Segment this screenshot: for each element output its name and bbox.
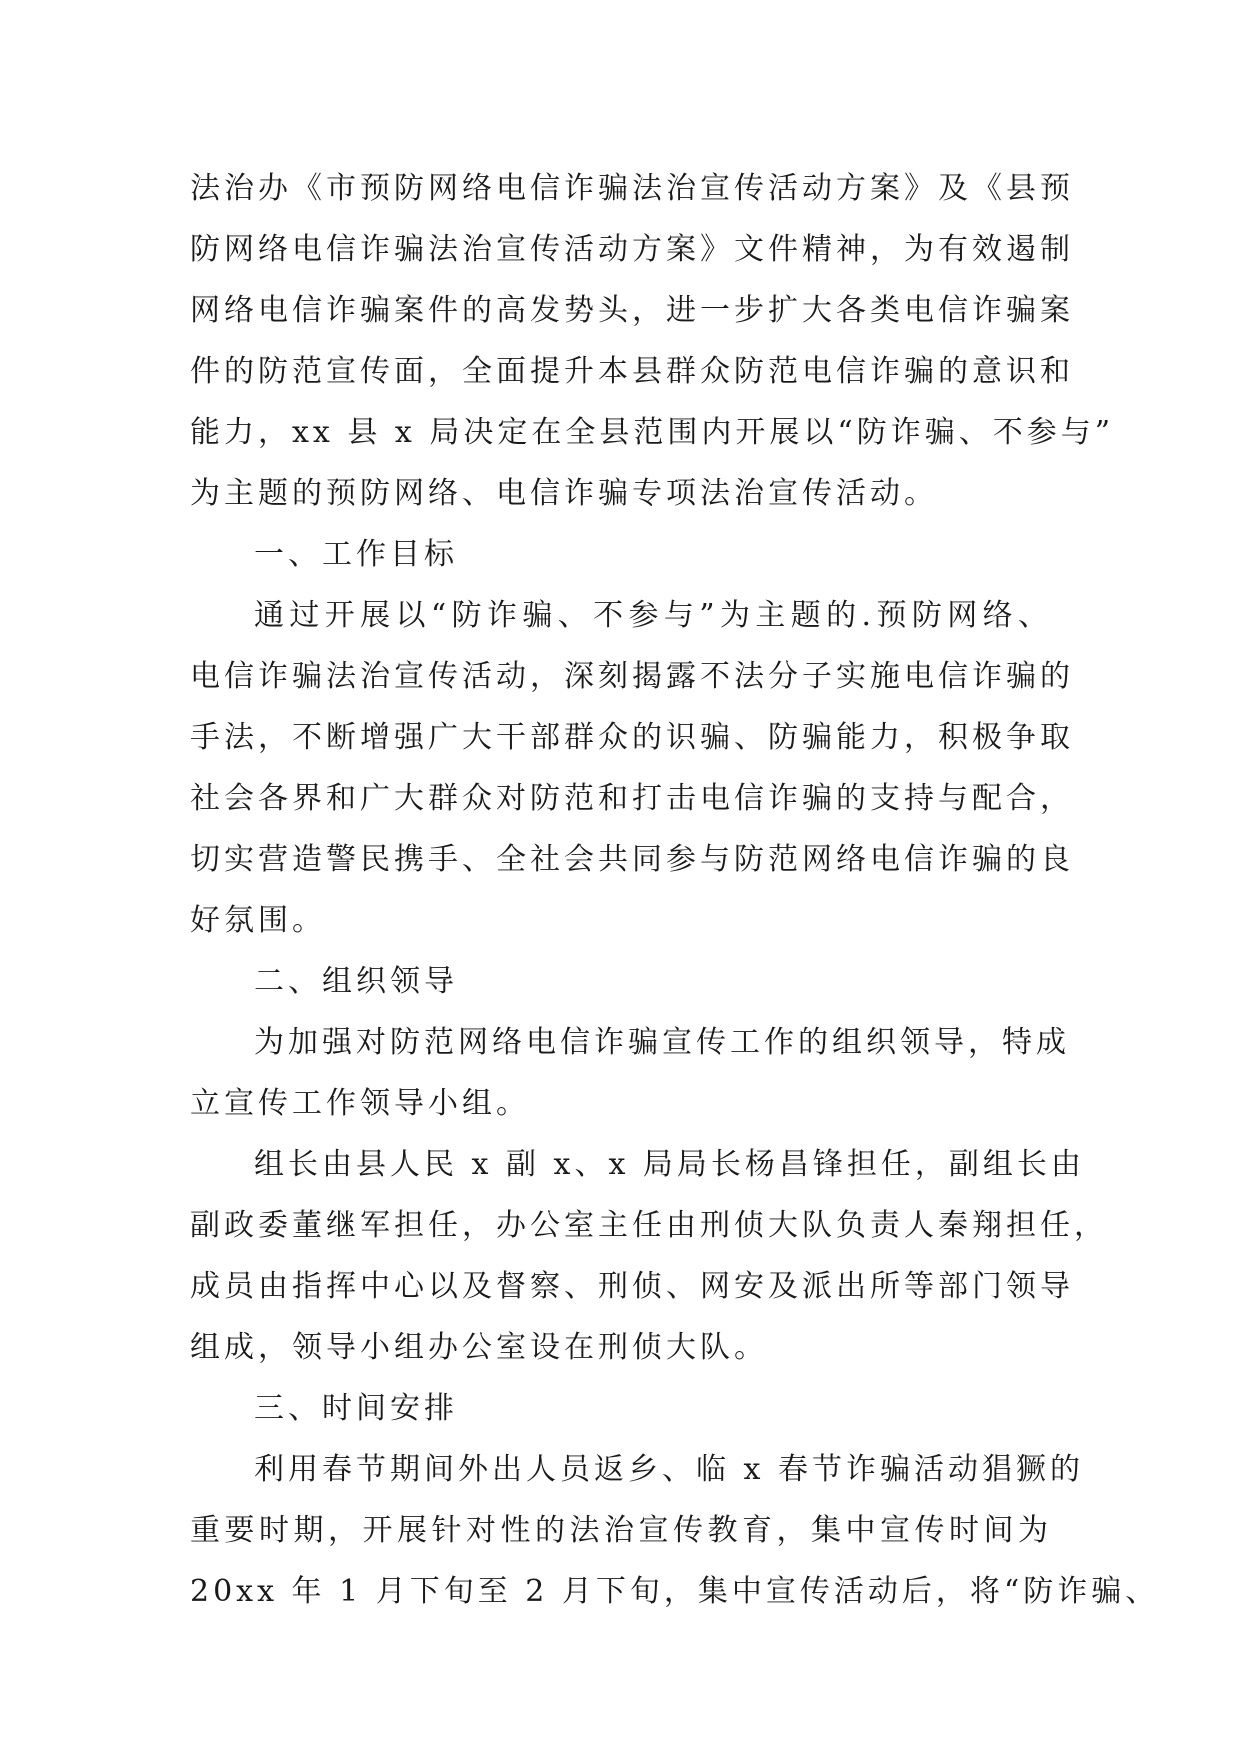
text-line: 能力，xx 县 x 局决定在全县范围内开展以“防诈骗、不参与” (190, 415, 1115, 450)
text-line: 三、时间安排 (254, 1391, 458, 1426)
text-line: 利用春节期间外出人员返乡、临 x 春节诈骗活动猖獗的 (254, 1452, 1084, 1487)
text-line: 为加强对防范网络电信诈骗宣传工作的组织领导，特成 (254, 1025, 1070, 1060)
text-line: 好氛围。 (190, 903, 326, 938)
text-line: 电信诈骗法治宣传活动，深刻揭露不法分子实施电信诈骗的 (190, 659, 1074, 694)
text-line: 副政委董继军担任，办公室主任由刑侦大队负责人秦翔担任， (190, 1208, 1108, 1243)
text-line: 重要时期，开展针对性的法治宣传教育，集中宣传时间为 (190, 1513, 1052, 1548)
text-line: 件的防范宣传面，全面提升本县群众防范电信诈骗的意识和 (190, 354, 1074, 389)
text-line: 通过开展以“防诈骗、不参与”为主题的.预防网络、 (254, 598, 1052, 633)
text-line: 组成，领导小组办公室设在刑侦大队。 (190, 1330, 768, 1365)
text-line: 成员由指挥中心以及督察、刑侦、网安及派出所等部门领导 (190, 1269, 1074, 1304)
text-line: 20xx 年 1 月下旬至 2 月下旬，集中宣传活动后，将“防诈骗、 (190, 1574, 1160, 1609)
text-line: 二、组织领导 (254, 964, 458, 999)
text-line: 一、工作目标 (254, 537, 458, 572)
text-line: 手法，不断增强广大干部群众的识骗、防骗能力，积极争取 (190, 720, 1074, 755)
text-line: 网络电信诈骗案件的高发势头，进一步扩大各类电信诈骗案 (190, 293, 1074, 328)
text-line: 组长由县人民 x 副 x、x 局局长杨昌锋担任，副组长由 (254, 1147, 1085, 1182)
text-line: 为主题的预防网络、电信诈骗专项法治宣传活动。 (190, 476, 938, 511)
text-line: 立宣传工作领导小组。 (190, 1086, 530, 1121)
document-body (190, 158, 1160, 1622)
text-line: 社会各界和广大群众对防范和打击电信诈骗的支持与配合， (190, 781, 1074, 816)
text-line: 切实营造警民携手、全社会共同参与防范网络电信诈骗的良 (190, 842, 1074, 877)
text-line: 法治办《市预防网络电信诈骗法治宣传活动方案》及《县预 (190, 171, 1074, 206)
text-line: 防网络电信诈骗法治宣传活动方案》文件精神，为有效遏制 (190, 232, 1074, 267)
